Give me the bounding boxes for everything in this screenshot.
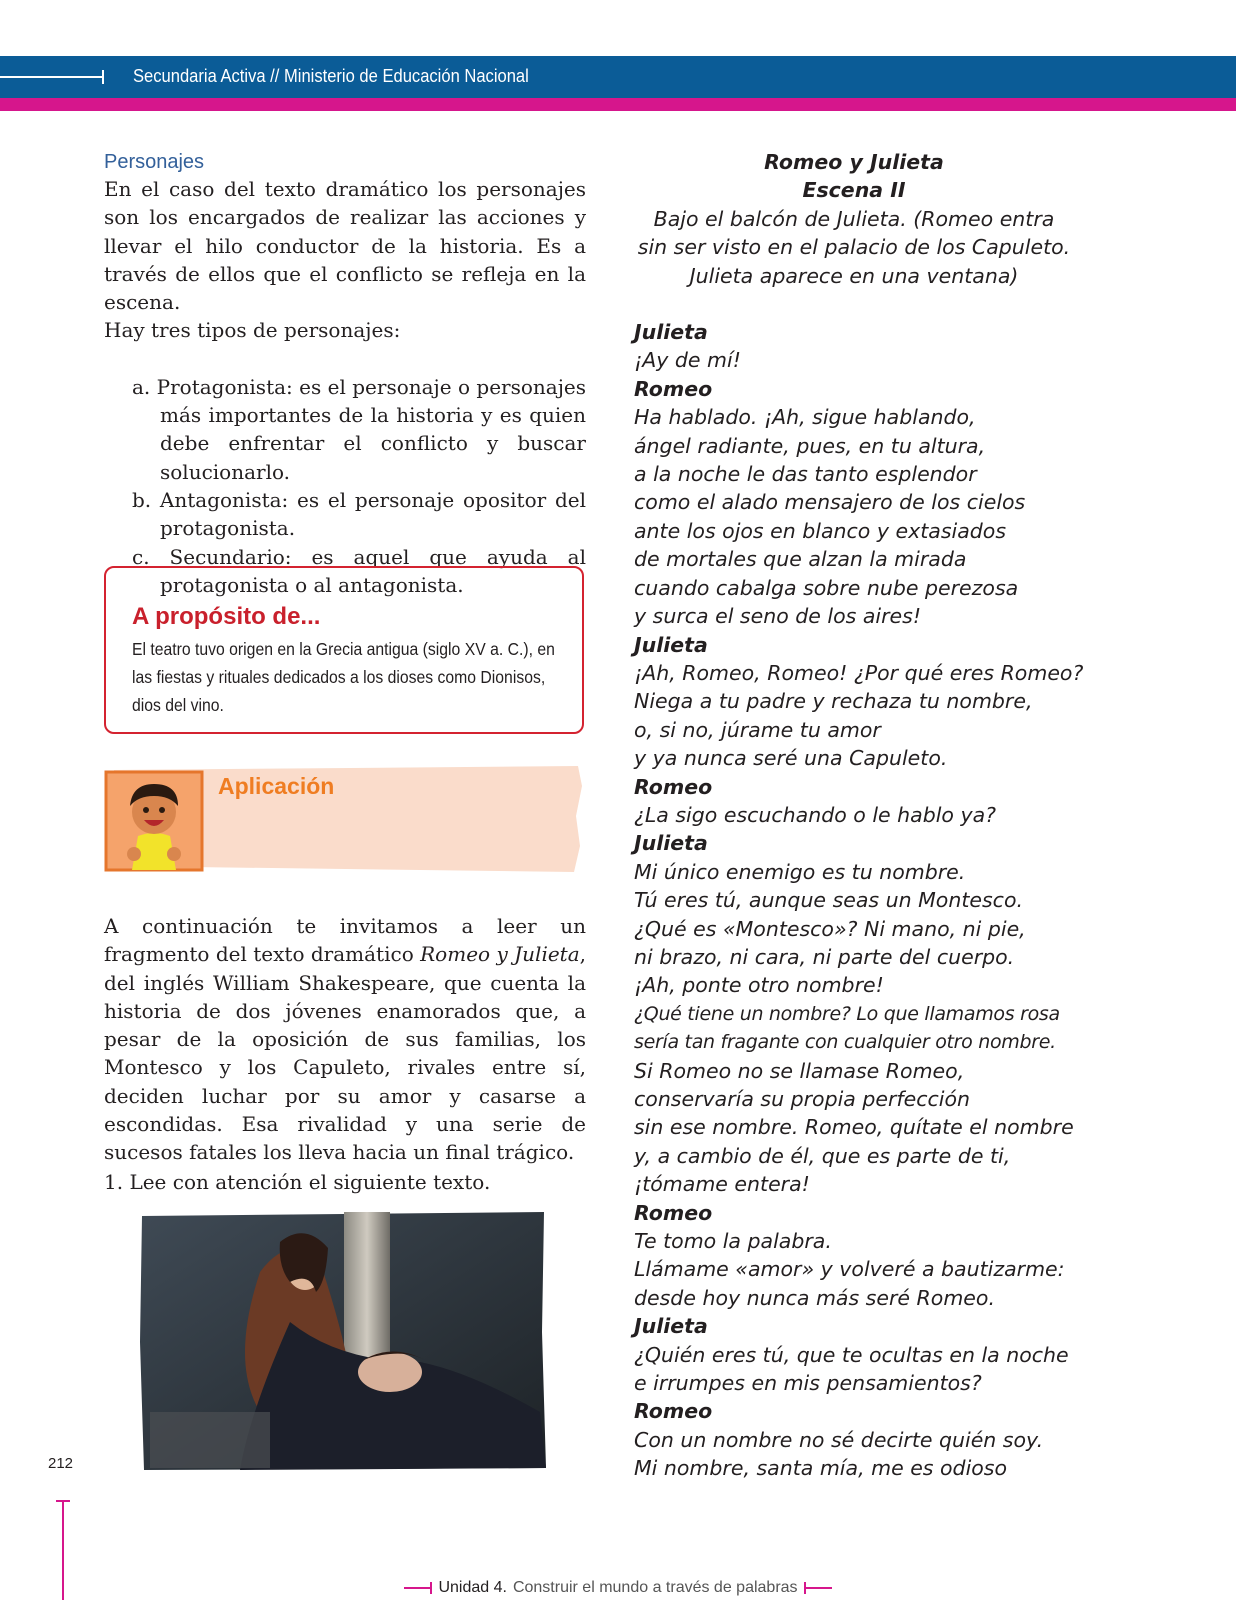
footer-rule-right [804, 1587, 832, 1589]
stage-direction-line: Bajo el balcón de Julieta. (Romeo entra [653, 206, 1055, 231]
dialog-line: ¿Qué tiene un nombre? Lo que llamamos rosa [634, 1002, 1060, 1025]
dialog-line: Llámame «amor» y volveré a bautizarme: [634, 1257, 1065, 1282]
header-rule-tick [102, 70, 104, 84]
dialog-line: Mi nombre, santa mía, me es odioso [634, 1456, 1008, 1481]
dialog-line: Si Romeo no se llamase Romeo, [634, 1058, 965, 1083]
footer [0, 1576, 1236, 1597]
dialog-line: ¿Quién eres tú, que te ocultas en la noche [634, 1342, 1069, 1367]
stage-direction-line: Julieta aparece en una ventana) [689, 263, 1019, 288]
intro-text-after: , del inglés William Shakespeare, que cuenta la historia de dos jóvenes enamorados que, a pesar de la oposición de sus familias, los Montesco y los Capuleto, rivales entre sí, deciden luchar por su amor y casarse a escondidas. Esa rivalidad y una serie de sucesos fatales los lleva hacia un final trágico. [104, 942, 586, 1165]
dialog-line: cuando cabalga sobre nube perezosa [634, 575, 1019, 600]
dialog-line: como el alado mensajero de los cielos [634, 490, 1026, 515]
speaker-name: Julieta [634, 1314, 708, 1339]
speaker-name: Julieta [634, 831, 708, 856]
mascot-boy-icon [104, 770, 204, 872]
dialog-line: e irrumpes en mis pensamientos? [634, 1371, 982, 1396]
list-item: c. Secundario: es aquel que ayuda al protagonista o al antagonista. [132, 544, 586, 597]
characters-paragraph: En el caso del texto dramático los personajes son los encargados de realizar las acciones y llevar el hilo conductor de la historia. Es a través de ellos que el conflicto se refleja en la escena. [104, 177, 586, 315]
dialog-line: Ha hablado. ¡Ah, sigue hablando, [634, 405, 976, 430]
page-number: 212 [48, 1455, 74, 1472]
dialog-line: ni brazo, ni cara, ni parte del cuerpo. [634, 944, 1015, 969]
dialog-line: conservaría su propia perfección [634, 1087, 971, 1111]
left-column [104, 148, 586, 599]
play-title: Romeo y Julieta [764, 150, 944, 174]
intro-paragraph [104, 912, 586, 1167]
speaker-name: Romeo [634, 376, 713, 401]
dialog-line: ante los ojos en blanco y extasiados [634, 518, 1007, 543]
dialog-line: ¡Ay de mí! [634, 348, 741, 373]
about-box-text: El teatro tuvo origen en la Grecia antigua (siglo XV a. C.), en las fiestas y rituales dedicados a los dioses como Dionisos, dios del vino. [132, 639, 555, 715]
dialog-line: de mortales que alzan la mirada [634, 547, 967, 572]
dialog-line: Mi único enemigo es tu nombre. [634, 859, 966, 884]
dialog-line: y, a cambio de él, que es parte de ti, [634, 1143, 1011, 1168]
dialog-line: sería tan fragante con cualquier otro nombre. [634, 1031, 1056, 1054]
speaker-name: Julieta [634, 320, 708, 345]
list-item: b. Antagonista: es el personaje opositor del protagonista. [132, 487, 586, 541]
play-scene: Escena II [802, 178, 906, 203]
dialog-line: y surca el seno de los aires! [634, 604, 922, 629]
intro-text-before: A continuación te invitamos a leer un fragmento del texto dramático [104, 914, 586, 967]
header-accent-stripe [0, 98, 1236, 111]
dialog-line: Niega a tu padre y rechaza tu nombre, [634, 689, 1033, 714]
dialog-line: ¿La sigo escuchando o le hablo ya? [634, 802, 997, 827]
dialog-line: ¿Qué es «Montesco»? Ni mano, ni pie, [634, 916, 1026, 941]
dialog-line: Con un nombre no sé decirte quién soy. [634, 1427, 1044, 1452]
about-box-title: A propósito de... [132, 603, 321, 630]
dialog-line: a la noche le das tanto esplendor [634, 462, 977, 487]
dialog-line: sin ese nombre. Romeo, quítate el nombre [634, 1115, 1074, 1140]
dialog-line: Tú eres tú, aunque seas un Montesco. [634, 888, 1023, 913]
dialog-line: desde hoy nunca más seré Romeo. [634, 1285, 995, 1310]
application-label: Aplicación [218, 773, 335, 799]
play-excerpt [634, 148, 1134, 1483]
dialog-line: ¡Ah, ponte otro nombre! [634, 973, 884, 998]
romeo-juliet-photo [140, 1212, 546, 1470]
speaker-name: Romeo [634, 1399, 713, 1424]
section-heading: Personajes [104, 151, 205, 173]
header-title: Secundaria Activa // Ministerio de Educación Nacional [133, 66, 529, 86]
types-intro: Hay tres tipos de personajes: [104, 318, 401, 343]
dialog [634, 318, 1134, 1483]
footer-rule-left [404, 1587, 432, 1589]
dialog-line: y ya nunca seré una Capuleto. [634, 746, 948, 771]
dialog-line: Te tomo la palabra. [634, 1229, 832, 1254]
activity-step: 1. Lee con atención el siguiente texto. [104, 1170, 491, 1194]
side-rule-tick [56, 1500, 70, 1502]
header-rule [0, 76, 104, 78]
speaker-name: Romeo [634, 774, 713, 799]
list-item: a. Protagonista: es el personaje o personajes más importantes de la historia y es quien debe enfrentar el conflicto y buscar solucionarlo. [132, 374, 586, 484]
work-title: Romeo y Julieta [420, 942, 580, 967]
footer-unit-title: Construir el mundo a través de palabras [512, 1579, 798, 1596]
dialog-line: ¡Ah, Romeo, Romeo! ¿Por qué eres Romeo? [634, 660, 1084, 685]
speaker-name: Romeo [634, 1200, 713, 1225]
footer-unit: Unidad 4. [438, 1579, 507, 1596]
dialog-line: ¡tómame entera! [634, 1172, 810, 1197]
dialog-line: o, si no, júrame tu amor [634, 717, 881, 742]
speaker-name: Julieta [634, 632, 708, 657]
stage-direction-line: sin ser visto en el palacio de los Capuleto. [637, 235, 1071, 260]
dialog-line: ángel radiante, pues, en tu altura, [634, 433, 986, 458]
about-box [104, 566, 584, 734]
